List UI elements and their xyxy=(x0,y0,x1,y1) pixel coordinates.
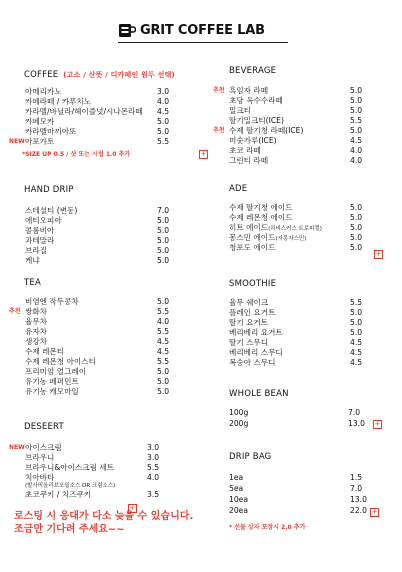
menu-item-price: 5.0 xyxy=(157,216,170,225)
menu-item-price: 3.0 xyxy=(157,87,170,96)
coffee-section-title xyxy=(24,70,175,80)
menu-item-price: 5.0 xyxy=(350,223,363,232)
menu-item-price: 5.0 xyxy=(350,86,363,95)
menu-item-name: 쌍화차 xyxy=(25,307,48,316)
menu-item-price: 5.0 xyxy=(157,367,170,376)
menu-item-price: 5.0 xyxy=(350,213,363,222)
menu-item-name: 수제 딸기청 에이드 xyxy=(229,203,293,212)
menu-item-price: 5.0 xyxy=(157,387,170,396)
menu-item-price: 5.0 xyxy=(157,236,170,245)
menu-item-price: 5.0 xyxy=(350,106,363,115)
menu-item-price: 5.0 xyxy=(350,233,363,242)
menu-item-detail: (자몽자스민) xyxy=(275,236,307,242)
menu-item-price: 5.0 xyxy=(157,297,170,306)
menu-item-name: 초코쿠키 / 치즈쿠키 xyxy=(25,490,92,499)
menu-item-price: 4.0 xyxy=(350,146,363,155)
menu-item-price: 5.0 xyxy=(350,308,363,317)
menu-item-name: 미숫가루(ICE) xyxy=(229,136,277,145)
menu-item-price: 5.0 xyxy=(350,328,363,337)
menu-item-price: 5.5 xyxy=(157,357,170,366)
menu-item-name: 브라질 xyxy=(25,246,48,255)
hand-drip-section-title: HAND DRIP xyxy=(24,185,74,195)
roasting-notice-line1: 로스팅 시 응대가 다소 늦을 수 있습니다. xyxy=(14,511,194,522)
menu-item-price: 5.5 xyxy=(157,137,170,146)
menu-item-name: 치아바타 xyxy=(25,473,55,482)
menu-item-price: 3.0 xyxy=(147,453,160,462)
menu-item-price: 3.5 xyxy=(147,490,160,499)
menu-item-price: 5.0 xyxy=(157,256,170,265)
plus-icon: + xyxy=(374,420,381,428)
menu-item-name: 브라우니&아이스크림 세트 xyxy=(25,463,115,472)
menu-item-price: 7.0 xyxy=(157,206,170,215)
ade-section-title: ADE xyxy=(229,184,248,194)
menu-item-price: 5.5 xyxy=(350,298,363,307)
menu-item-name: 5ea xyxy=(229,484,244,493)
menu-item-name: 과테말라 xyxy=(25,236,55,245)
menu-item-price: 7.0 xyxy=(350,484,363,493)
menu-item-name: 율무차 xyxy=(25,317,48,326)
menu-item-name: 베리베리 스무디 xyxy=(229,348,283,357)
menu-item-price: 5.0 xyxy=(157,117,170,126)
menu-item-price: 4.5 xyxy=(157,107,170,116)
menu-item-price: 22.0 xyxy=(350,506,367,515)
menu-item-price: 5.0 xyxy=(157,127,170,136)
coffee-size-note: *SIZE UP 0.5 / 샷 또는 시럽 1.0 추가 xyxy=(22,151,131,158)
menu-item-name: 10ea xyxy=(229,495,248,504)
menu-item-name: 카페모카 xyxy=(25,117,55,126)
menu-item-name: 딸기밀크티(ICE) xyxy=(229,116,284,125)
menu-item-name: 200g xyxy=(229,419,249,428)
menu-item-badge: NEW xyxy=(9,138,25,145)
menu-item-price: 4.5 xyxy=(350,358,363,367)
menu-item-name: 플레인 요거트 xyxy=(229,308,276,317)
menu-item-price: 4.0 xyxy=(157,97,170,106)
menu-item-name: 청포도 에이드 xyxy=(229,243,276,252)
menu-item-name: 딸기 스무디 xyxy=(229,338,269,347)
plus-icon: + xyxy=(375,250,382,258)
plus-icon: + xyxy=(371,508,378,516)
menu-item-price: 5.0 xyxy=(350,96,363,105)
menu-item-price: 5.0 xyxy=(157,246,170,255)
menu-item-name: 복숭아 스무디 xyxy=(229,358,276,367)
dessert-section-title: DESEERT xyxy=(24,422,64,432)
menu-item-name: 스테셜티 (변동) xyxy=(25,206,78,215)
menu-item-name: 프리미엄 얼그레이 xyxy=(25,367,87,376)
menu-item-price: 5.5 xyxy=(157,327,170,336)
menu-item-name: 유자차 xyxy=(25,327,48,336)
menu-item-name: 1ea xyxy=(229,473,244,482)
drip-bag-gift-note: * 선물 상자 포장시 2.0 추가 xyxy=(229,524,306,531)
menu-item-price: 5.5 xyxy=(157,307,170,316)
menu-item-price: 4.5 xyxy=(157,347,170,356)
menu-item-name: 카라멜/바닐라/헤이즐넛/시나몬라떼 xyxy=(25,107,143,116)
menu-item-name: 비염엔 작두콩차 xyxy=(25,297,79,306)
menu-item-name: 유기농 페퍼민트 xyxy=(25,377,79,386)
menu-item-name: 카라멜마끼아또 xyxy=(25,127,77,136)
menu-item-price: 4.0 xyxy=(157,317,170,326)
menu-item-name: 수제 딸기청 라떼(ICE) xyxy=(229,126,304,135)
menu-item-price: 5.0 xyxy=(157,377,170,386)
menu-item-name: 수제 레몬청 에이드 xyxy=(229,213,293,222)
menu-item-name: 에티오피아 xyxy=(25,216,62,225)
menu-item-badge: NEW xyxy=(9,444,25,451)
menu-item-price: 5.0 xyxy=(350,243,363,252)
plus-icon: + xyxy=(200,150,207,158)
menu-item-detail: (히비스커스 트로피컬) xyxy=(268,226,322,232)
menu-item-price: 13.0 xyxy=(348,419,365,428)
menu-item-price: 5.0 xyxy=(157,226,170,235)
menu-item-badge: 추천 xyxy=(213,87,225,94)
menu-item-price: 4.5 xyxy=(350,338,363,347)
menu-item-price: 5.0 xyxy=(350,126,363,135)
menu-item-price: 4.5 xyxy=(350,136,363,145)
menu-item-name: 20ea xyxy=(229,506,248,515)
menu-item-price: 1.5 xyxy=(350,473,363,482)
menu-item-name: 초코 라떼 xyxy=(229,146,261,155)
menu-item-name: 흑임자 라떼 xyxy=(229,86,269,95)
brand-name: GRIT COFFEE LAB xyxy=(140,23,265,38)
plus-icon: + xyxy=(129,504,136,512)
menu-item-price: 3.0 xyxy=(147,443,160,452)
menu-item-name: 초당 옥수수라떼 xyxy=(229,96,283,105)
coffee-subtitle: (고소 / 산뜻 / 디카페인 원두 선택) xyxy=(63,71,175,79)
menu-item-name: 수제 레몬티 xyxy=(25,347,65,356)
menu-item-price: 4.5 xyxy=(350,348,363,357)
menu-item-price: 7.0 xyxy=(348,408,361,417)
logo-underline xyxy=(118,42,288,43)
tea-section-title: TEA xyxy=(24,278,41,288)
menu-item-price: 13.0 xyxy=(350,495,367,504)
menu-item-price: 5.5 xyxy=(350,116,363,125)
menu-item-name: 아메리카노 xyxy=(25,87,62,96)
menu-item-price: 4.0 xyxy=(147,473,160,482)
drip-bag-section-title: DRIP BAG xyxy=(229,452,272,462)
brand-logo xyxy=(118,20,288,44)
smoothie-section-title: SMOOTHIE xyxy=(229,279,277,289)
menu-item-name: 카페라떼 / 카푸치노 xyxy=(25,97,92,106)
menu-item-name: 브라우니 xyxy=(25,453,55,462)
menu-item-price: 4.0 xyxy=(350,156,363,165)
menu-item-name: 몽스민 에이드(자몽자스민) xyxy=(229,233,307,242)
coffee-title: COFFEE xyxy=(24,70,59,80)
menu-item-price: 5.5 xyxy=(147,463,160,472)
menu-item-name: 아포가토 xyxy=(25,137,55,146)
roasting-notice-line2: 조금만 기다려 주세요~~ xyxy=(14,524,125,535)
menu-item-name: (발사믹올리브오일소스 OR 크림소스) xyxy=(25,483,116,489)
coffee-cup-icon xyxy=(118,22,136,40)
menu-item-name: 그린티 라떼 xyxy=(229,156,269,165)
menu-item-name: 생강차 xyxy=(25,337,48,346)
whole-bean-section-title: WHOLE BEAN xyxy=(229,389,289,399)
menu-item-name: 수제 레몬청 아이스티 xyxy=(25,357,96,366)
menu-item-name: 케냐 xyxy=(25,256,40,265)
menu-item-name: 아이스크림 xyxy=(25,443,62,452)
menu-item-name: 100g xyxy=(229,408,249,417)
menu-item-price: 5.0 xyxy=(350,203,363,212)
beverage-section-title: BEVERAGE xyxy=(229,66,277,76)
menu-item-name: 딸기 요거트 xyxy=(229,318,269,327)
menu-item-name: 율무 쉐이크 xyxy=(229,298,269,307)
menu-item-name: 콜롬비아 xyxy=(25,226,55,235)
menu-item-price: 4.5 xyxy=(157,337,170,346)
menu-item-badge: 추천 xyxy=(213,127,225,134)
menu-item-name: 밀크티 xyxy=(229,106,252,115)
menu-item-badge: 추천 xyxy=(9,308,21,315)
menu-item-price: 5.0 xyxy=(350,318,363,327)
menu-item-name: 히트 에이드(히비스커스 트로피컬) xyxy=(229,223,322,232)
menu-item-name: 베리베리 요거트 xyxy=(229,328,283,337)
menu-item-name: 유기농 캐모마일 xyxy=(25,387,79,396)
